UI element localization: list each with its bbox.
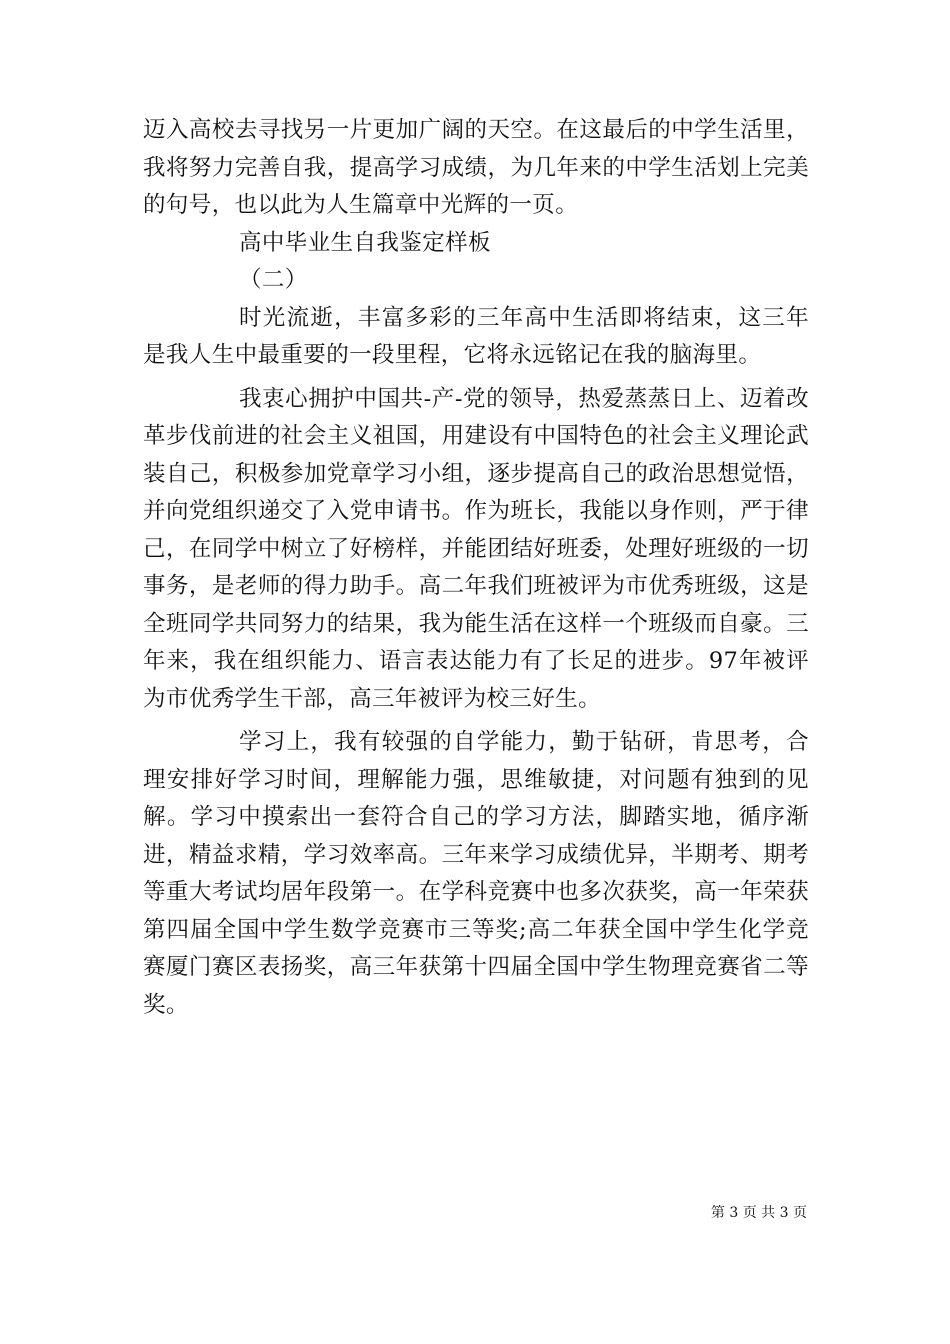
section-heading: 高中毕业生自我鉴定样板 — [239, 229, 491, 256]
paragraph-political: 我衷心拥护中国共-产-党的领导，热爱蒸蒸日上、迈着改革步伐前进的社会主义祖国，用建设有中国特色的社会主义理论武装自己，积极参加党章学习小组，逐步提高自己的政治思想觉悟，并向党组织递交了入党申请书。作为班长，我能以身作则，严于律己，在同学中树立了好榜样，并能团结好班委，处理好班级的一切事务，是老师的得力助手。高二年我们班被评为市优秀班级，这是全班同学共同努力的结果，我为能生活在这样一个班级而自豪。三年来，我在组织能力、语言表达能力有了长足的进步。97年被评为市优秀学生干部，高三年被评为校三好生。 — [143, 385, 809, 712]
page-number-footer: 第 3 页 共 3 页 — [710, 1205, 807, 1221]
paragraph-continuation: 迈入高校去寻找另一片更加广阔的天空。在这最后的中学生活里，我将努力完善自我，提高学习成绩，为几年来的中学生活划上完美的句号，也以此为人生篇章中光辉的一页。 — [143, 117, 809, 218]
section-subheading: （二） — [239, 267, 308, 293]
paragraph-intro: 时光流逝，丰富多彩的三年高中生活即将结束，这三年是我人生中最重要的一段里程，它将永远铭记在我的脑海里。 — [143, 304, 809, 368]
document-body — [143, 112, 809, 1024]
paragraph-study: 学习上，我有较强的自学能力，勤于钻研，肯思考，合理安排好学习时间，理解能力强，思维敏捷，对问题有独到的见解。学习中摸索出一套符合自己的学习方法，脚踏实地，循序渐进，精益求精，学习效率高。三年来学习成绩优异，半期考、期考等重大考试均居年段第一。在学科竞赛中也多次获奖，高一年荣获第四届全国中学生数学竞赛市三等奖;高二年获全国中学生化学竞赛厦门赛区表扬奖，高三年获第十四届全国中学生物理竞赛省二等奖。 — [143, 729, 809, 1018]
